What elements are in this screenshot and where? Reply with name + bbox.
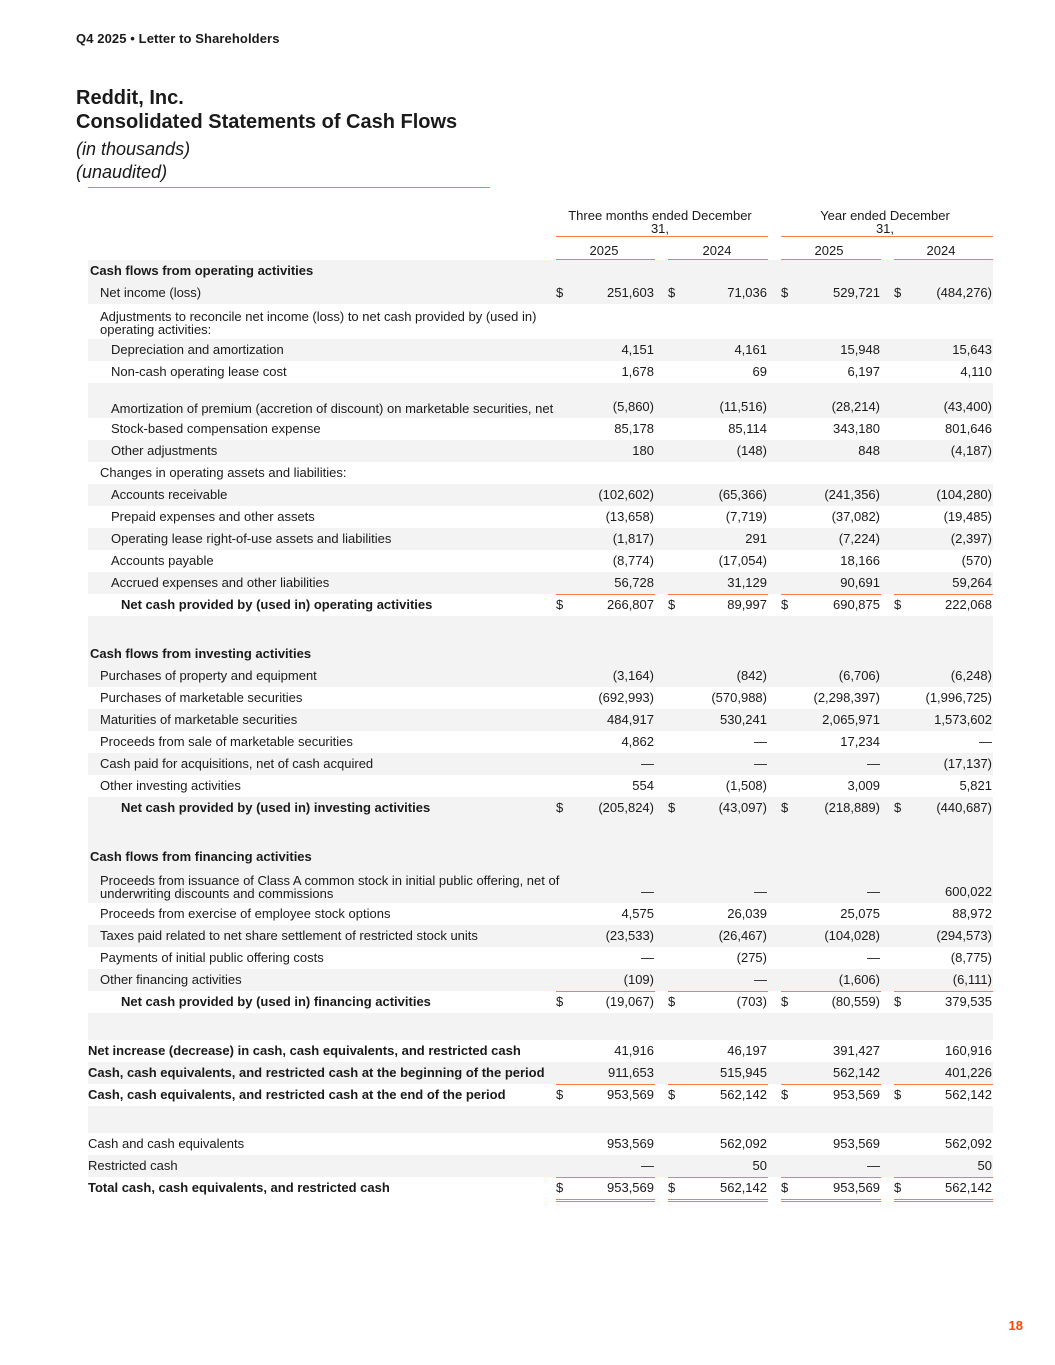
value-cell: (241,356) (824, 487, 880, 502)
currency-symbol: $ (781, 285, 789, 300)
value-cell: (570,988) (711, 690, 767, 705)
value-cell: (19,067) (605, 994, 654, 1009)
row-label: Other investing activities (100, 778, 241, 793)
value-cell: (148) (736, 443, 767, 458)
value-cell: (43,400) (943, 399, 992, 414)
table-row (88, 528, 993, 550)
currency-symbol: $ (781, 597, 789, 612)
value-cell: — (867, 756, 880, 771)
value-cell: 5,821 (959, 778, 992, 793)
value-cell: 15,643 (952, 342, 992, 357)
table-row (88, 462, 993, 484)
currency-symbol: $ (668, 994, 676, 1009)
value-cell: (6,706) (838, 668, 880, 683)
value-cell: (104,280) (936, 487, 992, 502)
value-cell: (205,824) (598, 800, 654, 815)
table-row (88, 1155, 993, 1177)
value-cell: 554 (632, 778, 654, 793)
value-cell: (23,533) (605, 928, 654, 943)
value-cell: (8,775) (950, 950, 992, 965)
value-cell: (13,658) (605, 509, 654, 524)
row-label: Prepaid expenses and other assets (111, 509, 315, 524)
year-header: 2025 (589, 243, 619, 258)
audit-note: (unaudited) (76, 162, 168, 182)
value-cell: — (867, 884, 880, 899)
section-header-row (88, 643, 993, 665)
value-cell: (6,248) (950, 668, 992, 683)
cash-flow-table (88, 260, 993, 1199)
value-cell: 46,197 (727, 1043, 767, 1058)
double-underline (894, 1199, 993, 1202)
double-underline (556, 1199, 655, 1202)
year-header: 2024 (702, 243, 732, 258)
table-row (88, 304, 993, 339)
value-cell: 953,569 (833, 1180, 880, 1195)
table-row (88, 1133, 993, 1155)
value-cell: (703) (736, 994, 767, 1009)
row-label: Maturities of marketable securities (100, 712, 298, 727)
row-label: Cash flows from investing activities (90, 646, 312, 661)
row-label: Purchases of marketable securities (100, 690, 303, 705)
statement-title: Consolidated Statements of Cash Flows (76, 111, 458, 133)
value-cell: 17,234 (840, 734, 880, 749)
value-cell: (80,559) (831, 994, 880, 1009)
currency-symbol: $ (894, 994, 902, 1009)
row-label: Cash flows from financing activities (90, 849, 312, 864)
column-group-three-months: Three months ended December 31, (568, 208, 752, 236)
value-cell: 953,569 (833, 1136, 880, 1151)
value-cell: 562,092 (945, 1136, 992, 1151)
value-cell: (1,606) (838, 972, 880, 987)
value-cell: 562,142 (720, 1087, 767, 1102)
table-row (88, 903, 993, 925)
value-cell: — (867, 950, 880, 965)
value-cell: 562,142 (833, 1065, 880, 1080)
currency-symbol: $ (781, 800, 789, 815)
value-cell: 180 (632, 443, 654, 458)
value-cell: 911,653 (607, 1065, 654, 1080)
table-row (88, 925, 993, 947)
value-cell: 3,009 (847, 778, 880, 793)
value-cell: (1,817) (612, 531, 654, 546)
value-cell: 562,092 (720, 1136, 767, 1151)
section-header-row (88, 846, 993, 868)
table-row (88, 868, 993, 903)
value-cell: (484,276) (936, 285, 992, 300)
value-cell: 953,569 (607, 1136, 654, 1151)
table-row (88, 1040, 993, 1062)
value-cell: 562,142 (720, 1180, 767, 1195)
table-row (88, 572, 993, 594)
row-label: Cash, cash equivalents, and restricted cash at the beginning of the period (88, 1065, 545, 1080)
table-row (88, 361, 993, 383)
value-cell: 562,142 (945, 1180, 992, 1195)
value-cell: (294,573) (936, 928, 992, 943)
value-cell: 266,807 (607, 597, 654, 612)
value-cell: 18,166 (840, 553, 880, 568)
value-cell: 4,110 (960, 364, 992, 379)
value-cell: (2,397) (950, 531, 992, 546)
currency-symbol: $ (556, 994, 564, 1009)
currency-symbol: $ (556, 1087, 564, 1102)
spacer-row (88, 819, 993, 846)
table-row (88, 1084, 993, 1106)
double-underline (781, 1199, 881, 1202)
table-row (88, 665, 993, 687)
value-cell: (43,097) (718, 800, 767, 815)
value-cell: (11,516) (719, 399, 767, 414)
value-cell: (5,860) (612, 399, 654, 414)
value-cell: 848 (858, 443, 880, 458)
row-label: Net cash provided by (used in) financing activities (121, 994, 431, 1009)
value-cell: (218,889) (824, 800, 880, 815)
units-note: (in thousands) (76, 139, 191, 159)
row-label: Cash flows from operating activities (90, 263, 314, 278)
value-cell: 4,575 (621, 906, 654, 921)
value-cell: 4,161 (734, 342, 767, 357)
row-label: Restricted cash (88, 1158, 178, 1173)
row-label: Non-cash operating lease cost (111, 364, 287, 379)
value-cell: — (641, 1158, 654, 1173)
currency-symbol: $ (894, 800, 902, 815)
table-row (88, 418, 993, 440)
currency-symbol: $ (894, 1180, 902, 1195)
value-cell: (570) (961, 553, 992, 568)
value-cell: (3,164) (612, 668, 654, 683)
row-label: Purchases of property and equipment (100, 668, 317, 683)
table-row (88, 339, 993, 361)
table-row (88, 440, 993, 462)
row-label: Operating lease right-of-use assets and liabilities (111, 531, 392, 546)
table-row (88, 947, 993, 969)
value-cell: 90,691 (840, 575, 880, 590)
title-divider (88, 187, 490, 188)
value-cell: 600,022 (945, 884, 992, 899)
currency-symbol: $ (556, 1180, 564, 1195)
row-label: Other financing activities (100, 972, 242, 987)
value-cell: 85,114 (728, 421, 767, 436)
value-cell: 291 (745, 531, 767, 546)
value-cell: (37,082) (831, 509, 880, 524)
value-cell: (102,602) (598, 487, 654, 502)
value-cell: (19,485) (943, 509, 992, 524)
value-cell: 484,917 (607, 712, 654, 727)
value-cell: (26,467) (718, 928, 767, 943)
table-row (88, 282, 993, 304)
value-cell: — (754, 734, 767, 749)
currency-symbol: $ (781, 994, 789, 1009)
currency-symbol: $ (668, 597, 676, 612)
row-label: Stock-based compensation expense (111, 421, 321, 436)
year-header: 2024 (926, 243, 956, 258)
table-row (88, 594, 993, 616)
value-cell: 50 (752, 1158, 767, 1173)
title-block (76, 86, 457, 184)
value-cell: 26,039 (727, 906, 767, 921)
table-row (88, 383, 993, 418)
table-row (88, 1177, 993, 1199)
value-cell: 953,569 (607, 1180, 654, 1195)
row-label: Amortization of premium (accretion of discount) on marketable securities, net (111, 401, 554, 416)
column-group-rule-2 (781, 236, 993, 237)
table-row (88, 731, 993, 753)
currency-symbol: $ (556, 285, 564, 300)
value-cell: — (754, 884, 767, 899)
value-cell: (2,298,397) (813, 690, 880, 705)
value-cell: — (641, 950, 654, 965)
table-row (88, 1062, 993, 1084)
value-cell: — (754, 756, 767, 771)
value-cell: — (754, 972, 767, 987)
row-label: Net income (loss) (100, 285, 202, 300)
value-cell: 4,151 (621, 342, 654, 357)
page-number: 18 (1008, 1318, 1023, 1333)
value-cell: 25,075 (840, 906, 880, 921)
row-label: Accrued expenses and other liabilities (111, 575, 330, 590)
row-label: Accounts receivable (111, 487, 228, 502)
row-label: Cash and cash equivalents (88, 1136, 245, 1151)
spacer-row (88, 1106, 993, 1133)
value-cell: (7,719) (725, 509, 767, 524)
value-cell: 85,178 (614, 421, 654, 436)
table-row (88, 550, 993, 572)
document-header: Q4 2025 • Letter to Shareholders (76, 31, 280, 46)
company-name: Reddit, Inc. (76, 87, 184, 109)
spacer-row (88, 616, 993, 643)
value-cell: — (867, 1158, 880, 1173)
currency-symbol: $ (668, 285, 676, 300)
value-cell: 4,862 (621, 734, 654, 749)
value-cell: 41,916 (614, 1043, 654, 1058)
table-row (88, 991, 993, 1013)
value-cell: 1,678 (621, 364, 654, 379)
value-cell: 31,129 (727, 575, 767, 590)
table-row (88, 687, 993, 709)
value-cell: 2,065,971 (822, 712, 880, 727)
value-cell: 391,427 (833, 1043, 880, 1058)
row-label: Net cash provided by (used in) operating activities (121, 597, 433, 612)
value-cell: — (979, 734, 992, 749)
value-cell: (8,774) (612, 553, 654, 568)
row-label: Net cash provided by (used in) investing activities (121, 800, 431, 815)
value-cell: (275) (736, 950, 767, 965)
value-cell: (109) (623, 972, 654, 987)
value-cell: (842) (736, 668, 767, 683)
value-cell: 15,948 (840, 342, 880, 357)
value-cell: (4,187) (950, 443, 992, 458)
value-cell: (440,687) (936, 800, 992, 815)
row-label: Proceeds from sale of marketable securities (100, 734, 353, 749)
row-label: Proceeds from exercise of employee stock options (100, 906, 391, 921)
row-label: Cash, cash equivalents, and restricted cash at the end of the period (88, 1087, 506, 1102)
value-cell: — (641, 756, 654, 771)
row-label: Depreciation and amortization (111, 342, 284, 357)
value-cell: (6,111) (952, 972, 992, 987)
value-cell: 953,569 (833, 1087, 880, 1102)
currency-symbol: $ (668, 800, 676, 815)
table-row (88, 753, 993, 775)
table-row (88, 709, 993, 731)
value-cell: 6,197 (847, 364, 880, 379)
currency-symbol: $ (668, 1180, 676, 1195)
currency-symbol: $ (894, 285, 902, 300)
value-cell: 529,721 (833, 285, 880, 300)
value-cell: — (641, 884, 654, 899)
value-cell: (104,028) (824, 928, 880, 943)
value-cell: 401,226 (945, 1065, 992, 1080)
value-cell: (1,996,725) (925, 690, 992, 705)
value-cell: 50 (977, 1158, 992, 1173)
value-cell: 89,997 (727, 597, 767, 612)
value-cell: 88,972 (952, 906, 992, 921)
currency-symbol: $ (781, 1087, 789, 1102)
row-label: Adjustments to reconcile net income (loss) to net cash provided by (used in) operating activities: (100, 309, 537, 337)
currency-symbol: $ (668, 1087, 676, 1102)
column-group-year: Year ended December 31, (820, 208, 950, 236)
value-cell: 562,142 (945, 1087, 992, 1102)
row-label: Other adjustments (111, 443, 218, 458)
value-cell: 69 (752, 364, 767, 379)
row-label: Accounts payable (111, 553, 214, 568)
value-cell: 1,573,602 (934, 712, 992, 727)
value-cell: 690,875 (833, 597, 880, 612)
value-cell: 160,916 (945, 1043, 992, 1058)
value-cell: 953,569 (607, 1087, 654, 1102)
table-row (88, 484, 993, 506)
value-cell: (17,054) (718, 553, 767, 568)
row-label: Total cash, cash equivalents, and restricted cash (88, 1180, 390, 1195)
row-label: Proceeds from issuance of Class A common stock in initial public offering, net of underwriting discounts and commissions (100, 873, 560, 901)
value-cell: 56,728 (614, 575, 654, 590)
row-label: Changes in operating assets and liabilities: (100, 465, 347, 480)
value-cell: (28,214) (831, 399, 880, 414)
value-cell: (65,366) (718, 487, 767, 502)
value-cell: (17,137) (943, 756, 992, 771)
value-cell: (692,993) (598, 690, 654, 705)
section-header-row (88, 260, 993, 282)
value-cell: 515,945 (720, 1065, 767, 1080)
currency-symbol: $ (556, 597, 564, 612)
row-label: Taxes paid related to net share settlement of restricted stock units (100, 928, 478, 943)
value-cell: (7,224) (838, 531, 880, 546)
value-cell: 222,068 (945, 597, 992, 612)
double-underline (668, 1199, 768, 1202)
currency-symbol: $ (556, 800, 564, 815)
table-row (88, 797, 993, 819)
value-cell: 251,603 (607, 285, 654, 300)
spacer-row (88, 1013, 993, 1040)
value-cell: 530,241 (720, 712, 767, 727)
year-header: 2025 (814, 243, 844, 258)
row-label: Payments of initial public offering costs (100, 950, 324, 965)
table-row (88, 775, 993, 797)
currency-symbol: $ (781, 1180, 789, 1195)
value-cell: 379,535 (945, 994, 992, 1009)
value-cell: 71,036 (727, 285, 767, 300)
table-row (88, 969, 993, 991)
value-cell: 343,180 (833, 421, 880, 436)
table-row (88, 506, 993, 528)
currency-symbol: $ (894, 597, 902, 612)
value-cell: (1,508) (725, 778, 767, 793)
row-label: Cash paid for acquisitions, net of cash acquired (100, 756, 374, 771)
value-cell: 801,646 (945, 421, 992, 436)
column-group-rule-1 (556, 236, 768, 237)
currency-symbol: $ (894, 1087, 902, 1102)
row-label: Net increase (decrease) in cash, cash equivalents, and restricted cash (88, 1043, 521, 1058)
value-cell: 59,264 (952, 575, 992, 590)
